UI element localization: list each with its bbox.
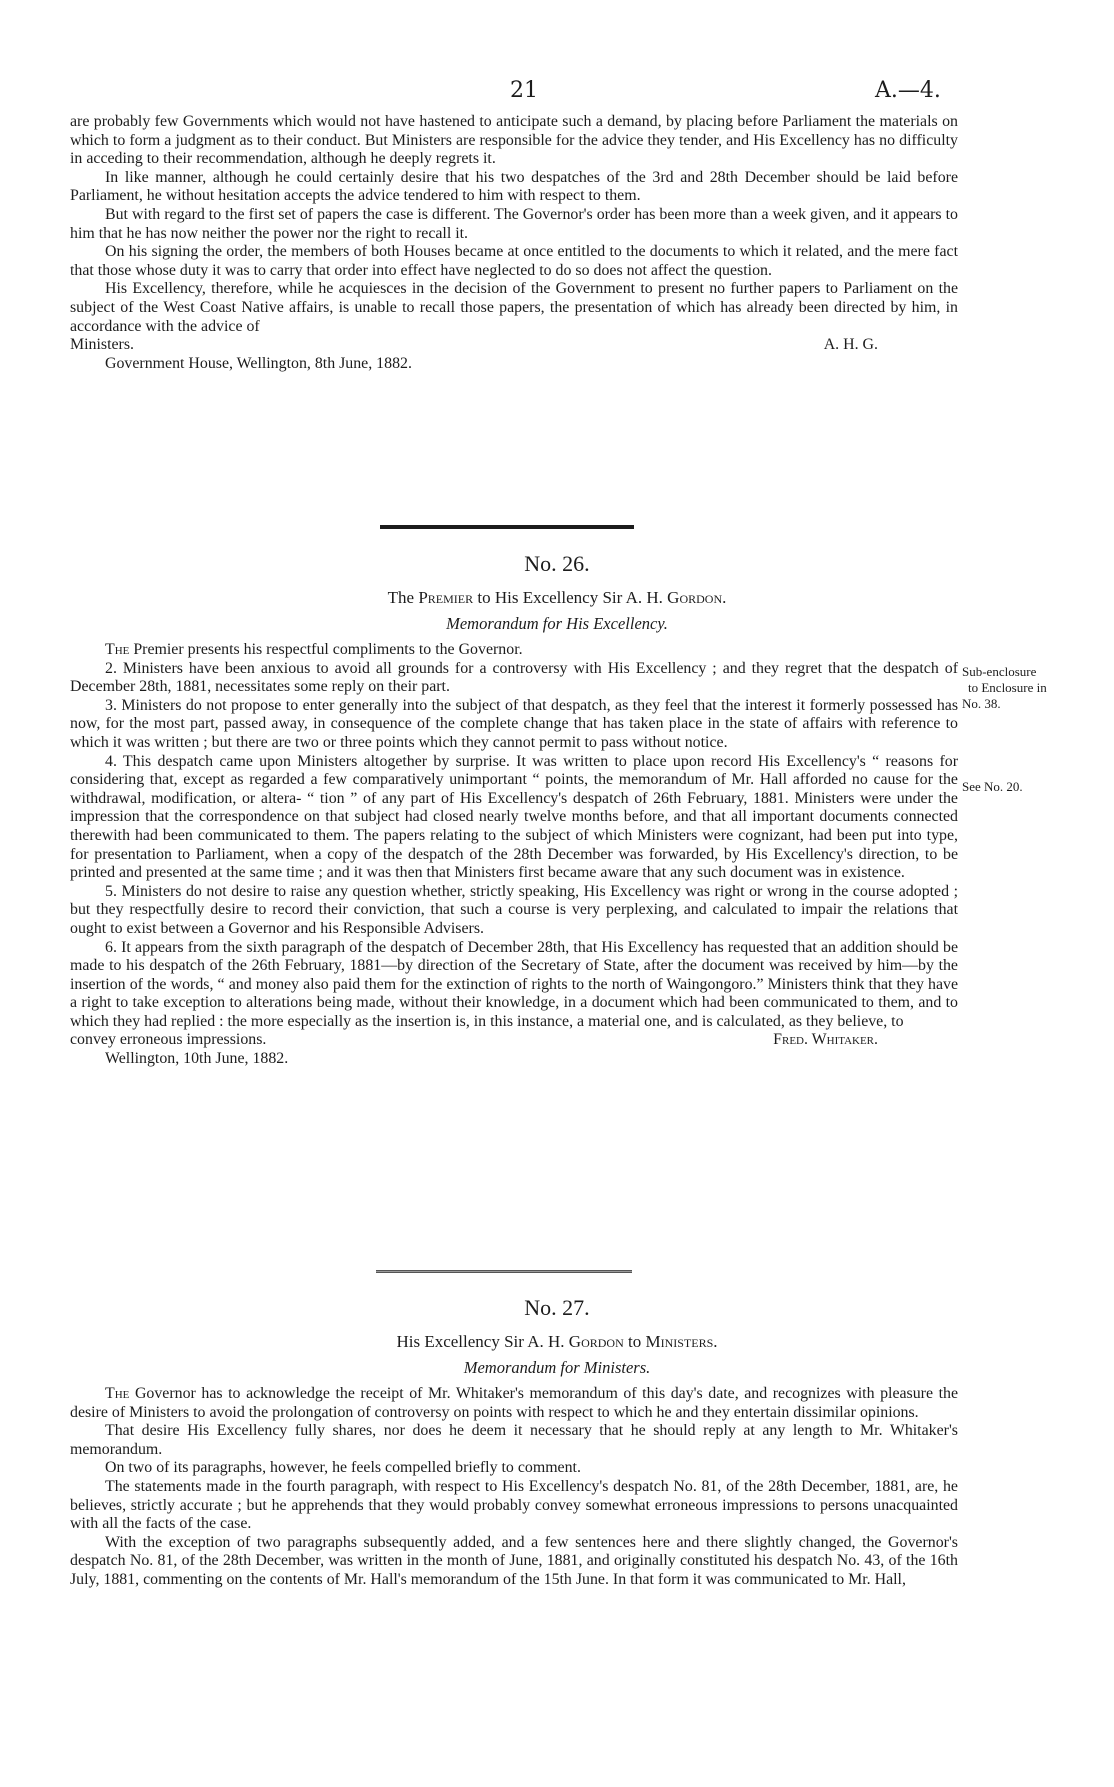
heading-text: Gordon [667, 588, 723, 607]
paragraph: 3. Ministers do not propose to enter generally into the subject of that despatch, as they feel that the interest it formerly possessed has now, for the most part, passed away, in consequence of the complete change that has taken place in the state of affairs with reference to which it was written ; but there are two or three points which they cannot permit to pass without notice. [70, 696, 958, 751]
margin-note: See No. 20. [962, 779, 1023, 794]
signature-line [70, 1031, 958, 1050]
date-line: Wellington, 10th June, 1882. [105, 1050, 289, 1068]
heading-text: His Excellency Sir A. H. [396, 1332, 569, 1351]
signature: A. H. G. [823, 336, 878, 354]
heading-text: to His Excellency Sir A. H. [473, 588, 668, 607]
signature-line [70, 336, 958, 355]
heading-text: Ministers [645, 1332, 714, 1351]
paragraph [70, 641, 958, 660]
paragraph: 4. This despatch came upon Ministers altogether by surprise. It was written to place upon record His Excellency's “ reasons for considering that, except as regarded a few comparatively unimportant “ points, the memorandum of Mr. Hall afforded no cause for the withdrawal, modification, or altera- “ tion ” of any part of His Excellency's despatch of 26th February, 1881. Ministers were under the impression that the correspondence on that subject had closed nearly twelve months before, and that all important documents connected therewith had been communicated to them. The papers relating to the subject of which Ministers were cognizant, had been put into type, for presentation to Parliament, when a copy of the despatch of the 28th December was forwarded, by His Excellency's direction, to be printed and presented at the same time ; and it was then that Ministers first became aware that any such document was in existence. [70, 752, 958, 882]
section-divider [376, 1270, 632, 1273]
document-number: No. 27. [524, 1295, 590, 1320]
page-number: 21 [510, 78, 538, 103]
margin-note: Sub-enclosure [962, 664, 1037, 679]
heading-text: to [623, 1332, 646, 1351]
closing-text: Ministers. [70, 336, 135, 354]
paragraph: 6. It appears from the sixth paragraph of the despatch of December 28th, that His Excellency has requested that an addition should be made to his despatch of the 26th February, 1881—by direction of the Secretary of State, after the document was received by him—by the insertion of the words, “ and money also paid them for the extinction of rights to the north of Waingongoro.” Ministers think that they have a right to take exception to alterations being made, without their knowledge, in a document which had been communicated to them, and to which they had replied : the more especially as the insertion is, in this instance, a material one, and is calculated, as they believe, to [70, 938, 958, 1030]
heading-text: . [713, 1332, 718, 1351]
document-heading [0, 1332, 1114, 1352]
paragraph: But with regard to the first set of papers the case is different. The Governor's order has been more than a week given, and it appears to him that he has now neither the power nor the right to recall it. [70, 205, 958, 242]
section-doc27 [70, 1385, 958, 1590]
paragraph: His Excellency, therefore, while he acquiesces in the decision of the Government to present no further papers to Parliament on the subject of the West Coast Native affairs, is unable to recall those papers, the presentation of which has already been directed by him, in accordance with the advice of [70, 280, 958, 335]
heading-text: Premier [418, 588, 474, 607]
margin-note: to Enclosure in [968, 680, 1047, 695]
section-divider [380, 525, 634, 529]
document-subheading: Memorandum for Ministers. [463, 1358, 651, 1377]
signature: Fred. Whitaker. [773, 1031, 878, 1049]
section-doc26 [70, 641, 958, 1069]
paragraph: That desire His Excellency fully shares, nor does he deem it necessary that he should reply at any length to Mr. Whitaker's memorandum. [70, 1422, 958, 1458]
document-subheading: Memorandum for His Excellency. [446, 614, 668, 633]
heading-text: Gordon [568, 1332, 624, 1351]
opening-word: The [105, 1385, 130, 1402]
heading-text: The [387, 588, 419, 607]
paragraph: In like manner, although he could certainly desire that his two despatches of the 3rd and 28th December should be laid before Parliament, he without hesitation accepts the advice tendered to him with respect to them. [70, 168, 958, 205]
date-line: Government House, Wellington, 8th June, 1882. [105, 354, 412, 372]
closing-text: convey erroneous impressions. [70, 1031, 267, 1049]
paragraph [70, 1385, 958, 1422]
paragraph: On his signing the order, the members of both Houses became at once entitled to the documents to which it related, and the mere fact that those whose duty it was to carry that order into effect have neglected to do so does not affect the question. [70, 243, 958, 279]
paragraph: The statements made in the fourth paragraph, with respect to His Excellency's despatch No. 81, of the 28th December, 1881, are, he believes, strictly accurate ; but he apprehends that they would probably convey somewhat erroneous impressions to persons unacquainted with all the facts of the case. [70, 1477, 958, 1533]
margin-note: No. 38. [962, 696, 1001, 711]
paragraph: 5. Ministers do not desire to raise any question whether, strictly speaking, His Excellency was right or wrong in the course adopted ; but they respectfully desire to record their conviction, that such a course is very perplexing, and calculated to impair the relations that ought to exist between a Governor and his Responsible Advisers. [70, 882, 958, 937]
opening-text: Premier presents his respectful compliments to the Governor. [129, 641, 523, 658]
paragraph: 2. Ministers have been anxious to avoid all grounds for a controversy with His Excellency ; and they regret that the despatch of December 28th, 1881, necessitates some reply on their part. [70, 659, 958, 696]
paragraph: With the exception of two paragraphs subsequently added, and a few sentences here and there slightly changed, the Governor's despatch No. 81, of the 28th December, was written in the month of June, 1881, and originally constituted his despatch No. 43, of the 16th July, 1881, commenting on the contents of Mr. Hall's memorandum of the 15th June. In that form it was communicated to Mr. Hall, [70, 1533, 958, 1588]
paragraph: On two of its paragraphs, however, he feels compelled briefly to comment. [105, 1459, 581, 1477]
opening-word: The [105, 641, 130, 658]
section-top [70, 113, 958, 373]
page-reference: A.—4. [875, 78, 941, 103]
opening-text: Governor has to acknowledge the receipt of Mr. Whitaker's memorandum of this day's date, and recognizes with pleasure the desire of Ministers to avoid the prolongation of controversy on points with respect to which he and they entertain dissimilar opinions. [70, 1385, 958, 1421]
document-number: No. 26. [524, 551, 590, 576]
paragraph: are probably few Governments which would not have hastened to anticipate such a demand, by placing before Parliament the materials on which to form a judgment as to their conduct. But Ministers are responsible for the advice they tender, and His Excellency has no difficulty in acceding to their recommendation, although he deeply regrets it. [70, 113, 958, 168]
heading-text: . [722, 588, 727, 607]
document-heading [0, 588, 1114, 608]
